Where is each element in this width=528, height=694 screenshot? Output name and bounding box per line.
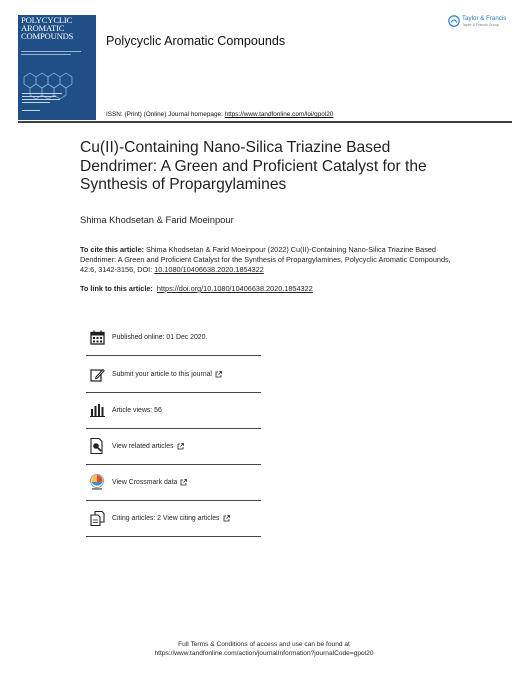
article-doi-url[interactable]: https://doi.org/10.1080/10406638.2020.1854322 <box>156 284 313 293</box>
journal-homepage-link[interactable]: https://www.tandfonline.com/loi/gpol20 <box>224 111 334 118</box>
issn-label: ISSN: (Print) (Online) Journal homepage: <box>106 111 225 118</box>
cover-text-line <box>22 99 60 100</box>
crossmark-label[interactable]: View Crossmark data <box>112 478 178 486</box>
cover-text-line <box>22 102 50 103</box>
publisher-subtitle: Taylor & Francis Group <box>462 23 499 27</box>
related-articles-label[interactable]: View related articles <box>112 442 174 450</box>
article-link-label: To link to this article: <box>80 284 153 293</box>
crossmark-icon <box>88 473 106 491</box>
submit-article-label[interactable]: Submit your article to this journal <box>112 370 212 378</box>
external-link-icon <box>180 479 187 486</box>
citing-articles-row[interactable] <box>86 500 261 537</box>
article-authors: Shima Khodsetan & Farid Moeinpour <box>80 214 234 225</box>
article-views-row <box>86 392 261 429</box>
doi-link[interactable]: 10.1080/10406638.2020.1854322 <box>154 265 264 275</box>
journal-name[interactable]: Polycyclic Aromatic Compounds <box>106 34 286 48</box>
publisher-logo[interactable] <box>448 14 512 32</box>
cover-text-line <box>22 93 62 94</box>
search-document-icon <box>88 437 106 455</box>
cover-divider <box>21 51 81 52</box>
external-link-icon <box>223 515 230 522</box>
citing-articles-label[interactable]: Citing articles: 2 View citing articles <box>112 514 220 522</box>
cover-text-line <box>22 110 40 111</box>
external-link-icon <box>177 443 184 450</box>
footer-terms-text: Full Terms & Conditions of access and use can be found at <box>178 641 350 648</box>
published-online-row <box>86 319 261 356</box>
publisher-name: Taylor & Francis <box>462 15 507 22</box>
article-views-label: Article views: 56 <box>112 406 162 414</box>
header-divider <box>18 121 512 123</box>
edit-icon <box>88 365 106 383</box>
article-title: Cu(II)-Containing Nano-Silica Triazine Based Dendrimer: A Green and Proficient Catalyst for the Synthesis of Propargylamines <box>80 139 427 194</box>
published-online-label: Published online: 01 Dec 2020. <box>112 333 208 341</box>
journal-cover-image <box>18 15 96 120</box>
article-link-block <box>80 284 313 293</box>
hexagon-pattern-icon <box>18 67 96 103</box>
bar-chart-icon <box>88 401 106 419</box>
cover-text-line <box>22 96 56 97</box>
citation-block <box>80 245 460 276</box>
citing-documents-icon <box>88 509 106 527</box>
publisher-logo-icon <box>448 15 460 27</box>
external-link-icon <box>215 371 222 378</box>
issn-line <box>106 111 333 118</box>
citation-text: Shima Khodsetan & Farid Moeinpour (2022) Cu(II)-Containing Nano-Silica Triazine Based Dendrimer: A Green and Proficient Catalyst for the Synthesis of Propargylamines, Polycyclic Aromatic Compounds, 42:6, 3142-3156, DOI: <box>80 245 451 275</box>
calendar-icon <box>88 328 106 346</box>
crossmark-row[interactable] <box>86 464 261 501</box>
cover-divider <box>21 54 71 55</box>
cover-title: POLYCYCLIC AROMATIC COMPOUNDS <box>21 15 74 42</box>
citation-label: To cite this article: <box>80 245 144 254</box>
related-articles-row[interactable] <box>86 428 261 465</box>
submit-article-row[interactable] <box>86 356 261 393</box>
footer-terms-url[interactable]: https://www.tandfonline.com/action/journalInformation?journalCode=gpol20 <box>154 650 374 657</box>
